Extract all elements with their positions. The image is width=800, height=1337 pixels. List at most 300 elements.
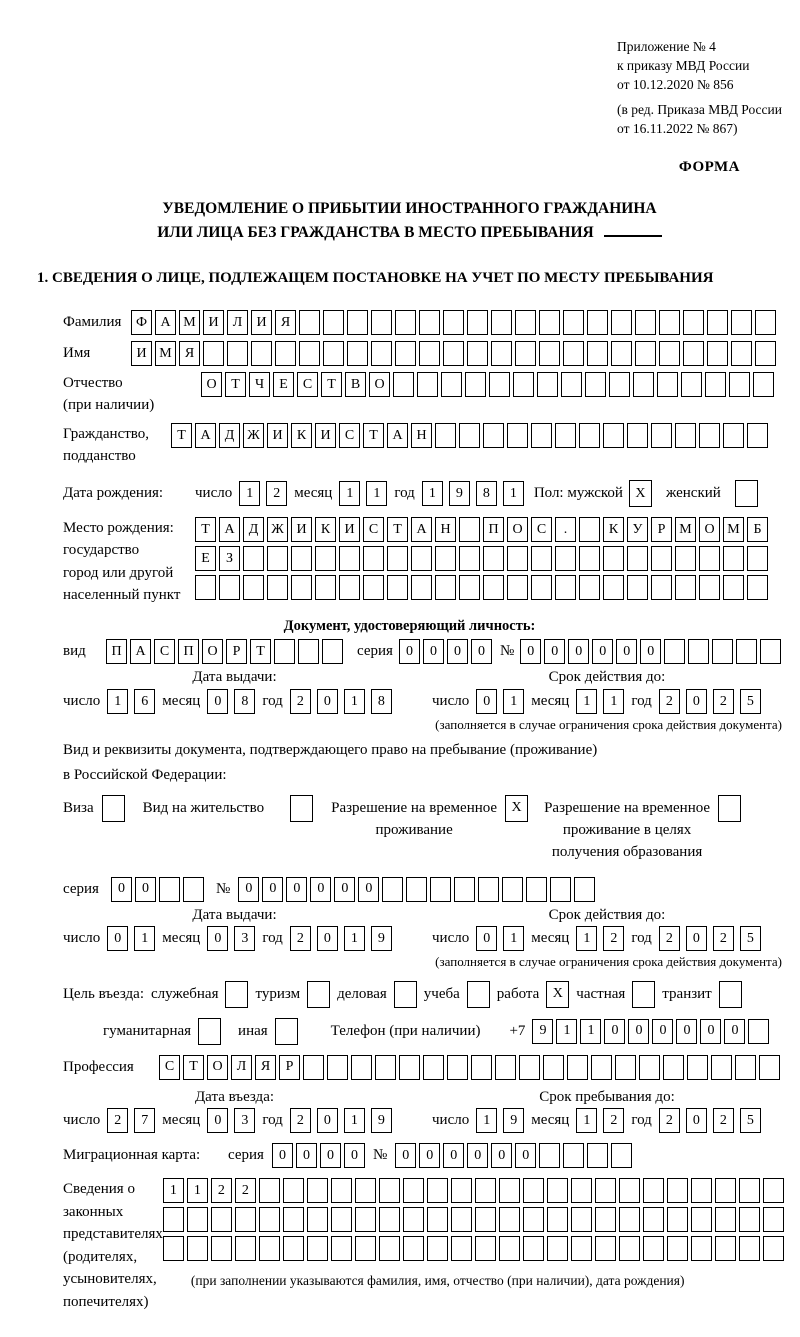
char-cell[interactable]: 1 xyxy=(476,1108,497,1133)
char-cell[interactable] xyxy=(611,1143,632,1168)
char-cell[interactable] xyxy=(587,310,608,335)
char-cell[interactable] xyxy=(539,310,560,335)
char-cell[interactable]: 1 xyxy=(576,926,597,951)
char-cell[interactable] xyxy=(691,1207,712,1232)
char-cell[interactable] xyxy=(519,1055,540,1080)
char-cell[interactable] xyxy=(715,1236,736,1261)
char-cell[interactable] xyxy=(303,1055,324,1080)
char-cell[interactable] xyxy=(243,546,264,571)
char-cell[interactable] xyxy=(523,1178,544,1203)
char-cell[interactable] xyxy=(571,1207,592,1232)
char-cell[interactable] xyxy=(187,1207,208,1232)
char-cell[interactable] xyxy=(675,423,696,448)
char-cell[interactable] xyxy=(675,575,696,600)
char-cell[interactable] xyxy=(731,341,752,366)
char-cell[interactable]: 0 xyxy=(447,639,468,664)
char-cell[interactable] xyxy=(627,423,648,448)
char-cell[interactable] xyxy=(403,1207,424,1232)
char-cell[interactable] xyxy=(459,517,480,542)
char-cell[interactable] xyxy=(347,310,368,335)
char-cell[interactable] xyxy=(663,1055,684,1080)
char-cell[interactable] xyxy=(307,1236,328,1261)
char-cell[interactable]: Я xyxy=(255,1055,276,1080)
char-cell[interactable] xyxy=(475,1207,496,1232)
char-cell[interactable] xyxy=(351,1055,372,1080)
char-cell[interactable] xyxy=(547,1236,568,1261)
char-cell[interactable] xyxy=(259,1236,280,1261)
char-cell[interactable]: 0 xyxy=(207,689,228,714)
char-cell[interactable]: Т xyxy=(321,372,342,397)
char-cell[interactable] xyxy=(489,372,510,397)
char-cell[interactable]: 1 xyxy=(163,1178,184,1203)
char-cell[interactable]: И xyxy=(131,341,152,366)
char-cell[interactable]: 0 xyxy=(317,689,338,714)
char-cell[interactable]: 0 xyxy=(640,639,661,664)
char-cell[interactable] xyxy=(587,341,608,366)
char-cell[interactable] xyxy=(411,546,432,571)
char-cell[interactable] xyxy=(379,1236,400,1261)
char-cell[interactable] xyxy=(595,1207,616,1232)
char-cell[interactable]: С xyxy=(363,517,384,542)
checkbox-cell[interactable]: X xyxy=(505,795,528,822)
char-cell[interactable]: 2 xyxy=(290,1108,311,1133)
char-cell[interactable] xyxy=(555,575,576,600)
char-cell[interactable]: О xyxy=(201,372,222,397)
char-cell[interactable]: И xyxy=(267,423,288,448)
char-cell[interactable]: К xyxy=(603,517,624,542)
char-cell[interactable]: М xyxy=(675,517,696,542)
char-cell[interactable]: Т xyxy=(250,639,271,664)
char-cell[interactable]: М xyxy=(179,310,200,335)
char-cell[interactable] xyxy=(735,1055,756,1080)
char-cell[interactable] xyxy=(539,341,560,366)
char-cell[interactable]: 0 xyxy=(686,1108,707,1133)
char-cell[interactable] xyxy=(227,341,248,366)
char-cell[interactable] xyxy=(315,546,336,571)
char-cell[interactable] xyxy=(430,877,451,902)
char-cell[interactable] xyxy=(483,575,504,600)
char-cell[interactable] xyxy=(467,310,488,335)
char-cell[interactable]: С xyxy=(159,1055,180,1080)
char-cell[interactable] xyxy=(465,372,486,397)
char-cell[interactable] xyxy=(707,341,728,366)
char-cell[interactable]: 0 xyxy=(262,877,283,902)
char-cell[interactable]: 0 xyxy=(491,1143,512,1168)
char-cell[interactable] xyxy=(664,639,685,664)
char-cell[interactable]: Ж xyxy=(243,423,264,448)
char-cell[interactable] xyxy=(307,1178,328,1203)
char-cell[interactable]: Е xyxy=(195,546,216,571)
char-cell[interactable]: А xyxy=(155,310,176,335)
char-cell[interactable]: П xyxy=(178,639,199,664)
char-cell[interactable]: 0 xyxy=(107,926,128,951)
char-cell[interactable] xyxy=(299,341,320,366)
char-cell[interactable] xyxy=(635,341,656,366)
char-cell[interactable] xyxy=(681,372,702,397)
char-cell[interactable]: О xyxy=(202,639,223,664)
char-cell[interactable] xyxy=(419,310,440,335)
char-cell[interactable] xyxy=(399,1055,420,1080)
char-cell[interactable] xyxy=(331,1178,352,1203)
char-cell[interactable] xyxy=(419,341,440,366)
char-cell[interactable] xyxy=(299,310,320,335)
char-cell[interactable] xyxy=(691,1178,712,1203)
char-cell[interactable] xyxy=(459,546,480,571)
char-cell[interactable] xyxy=(211,1236,232,1261)
char-cell[interactable]: Т xyxy=(363,423,384,448)
char-cell[interactable]: 5 xyxy=(740,689,761,714)
char-cell[interactable] xyxy=(327,1055,348,1080)
char-cell[interactable] xyxy=(375,1055,396,1080)
char-cell[interactable] xyxy=(283,1236,304,1261)
char-cell[interactable] xyxy=(747,423,768,448)
char-cell[interactable] xyxy=(331,1236,352,1261)
char-cell[interactable]: П xyxy=(483,517,504,542)
char-cell[interactable] xyxy=(760,639,781,664)
char-cell[interactable]: 2 xyxy=(290,926,311,951)
char-cell[interactable] xyxy=(659,341,680,366)
char-cell[interactable] xyxy=(387,546,408,571)
char-cell[interactable]: 2 xyxy=(235,1178,256,1203)
char-cell[interactable] xyxy=(451,1236,472,1261)
checkbox-cell[interactable] xyxy=(718,795,741,822)
char-cell[interactable] xyxy=(267,546,288,571)
char-cell[interactable] xyxy=(657,372,678,397)
checkbox-cell[interactable] xyxy=(394,981,417,1008)
checkbox-cell[interactable] xyxy=(632,981,655,1008)
char-cell[interactable] xyxy=(403,1236,424,1261)
char-cell[interactable] xyxy=(615,1055,636,1080)
char-cell[interactable]: Я xyxy=(179,341,200,366)
char-cell[interactable] xyxy=(406,877,427,902)
char-cell[interactable] xyxy=(451,1178,472,1203)
char-cell[interactable] xyxy=(435,423,456,448)
char-cell[interactable]: А xyxy=(130,639,151,664)
char-cell[interactable] xyxy=(759,1055,780,1080)
char-cell[interactable]: 0 xyxy=(604,1019,625,1044)
char-cell[interactable] xyxy=(447,1055,468,1080)
checkbox-cell[interactable] xyxy=(198,1018,221,1045)
char-cell[interactable]: 0 xyxy=(724,1019,745,1044)
char-cell[interactable] xyxy=(363,575,384,600)
char-cell[interactable]: . xyxy=(555,517,576,542)
char-cell[interactable] xyxy=(723,546,744,571)
char-cell[interactable] xyxy=(585,372,606,397)
char-cell[interactable]: Т xyxy=(225,372,246,397)
char-cell[interactable] xyxy=(395,310,416,335)
char-cell[interactable] xyxy=(723,423,744,448)
char-cell[interactable] xyxy=(747,546,768,571)
char-cell[interactable]: 0 xyxy=(443,1143,464,1168)
char-cell[interactable] xyxy=(459,423,480,448)
char-cell[interactable] xyxy=(339,546,360,571)
char-cell[interactable] xyxy=(579,575,600,600)
char-cell[interactable] xyxy=(283,1178,304,1203)
char-cell[interactable] xyxy=(574,877,595,902)
char-cell[interactable] xyxy=(739,1178,760,1203)
char-cell[interactable]: 1 xyxy=(503,481,524,506)
char-cell[interactable]: 2 xyxy=(713,926,734,951)
char-cell[interactable]: Ф xyxy=(131,310,152,335)
char-cell[interactable] xyxy=(411,575,432,600)
char-cell[interactable] xyxy=(163,1236,184,1261)
char-cell[interactable] xyxy=(748,1019,769,1044)
char-cell[interactable] xyxy=(699,575,720,600)
char-cell[interactable] xyxy=(579,517,600,542)
char-cell[interactable] xyxy=(382,877,403,902)
char-cell[interactable] xyxy=(633,372,654,397)
char-cell[interactable] xyxy=(739,1236,760,1261)
char-cell[interactable] xyxy=(715,1178,736,1203)
char-cell[interactable]: 1 xyxy=(366,481,387,506)
char-cell[interactable]: 8 xyxy=(234,689,255,714)
char-cell[interactable] xyxy=(395,341,416,366)
char-cell[interactable] xyxy=(478,877,499,902)
char-cell[interactable]: 0 xyxy=(207,1108,228,1133)
char-cell[interactable] xyxy=(537,372,558,397)
char-cell[interactable] xyxy=(499,1236,520,1261)
char-cell[interactable]: К xyxy=(291,423,312,448)
char-cell[interactable]: О xyxy=(207,1055,228,1080)
char-cell[interactable]: 1 xyxy=(187,1178,208,1203)
char-cell[interactable] xyxy=(187,1236,208,1261)
char-cell[interactable] xyxy=(163,1207,184,1232)
char-cell[interactable]: 0 xyxy=(616,639,637,664)
char-cell[interactable] xyxy=(499,1178,520,1203)
char-cell[interactable]: И xyxy=(291,517,312,542)
char-cell[interactable] xyxy=(595,1178,616,1203)
char-cell[interactable] xyxy=(275,341,296,366)
char-cell[interactable] xyxy=(379,1207,400,1232)
char-cell[interactable] xyxy=(731,310,752,335)
char-cell[interactable]: О xyxy=(369,372,390,397)
char-cell[interactable] xyxy=(355,1207,376,1232)
char-cell[interactable]: Л xyxy=(227,310,248,335)
char-cell[interactable]: 2 xyxy=(290,689,311,714)
checkbox-cell[interactable] xyxy=(225,981,248,1008)
char-cell[interactable] xyxy=(619,1236,640,1261)
char-cell[interactable]: И xyxy=(203,310,224,335)
char-cell[interactable] xyxy=(591,1055,612,1080)
char-cell[interactable]: 2 xyxy=(603,926,624,951)
char-cell[interactable] xyxy=(203,341,224,366)
char-cell[interactable] xyxy=(403,1178,424,1203)
char-cell[interactable]: У xyxy=(627,517,648,542)
char-cell[interactable]: Д xyxy=(243,517,264,542)
char-cell[interactable]: Р xyxy=(279,1055,300,1080)
char-cell[interactable]: 0 xyxy=(515,1143,536,1168)
char-cell[interactable] xyxy=(531,546,552,571)
char-cell[interactable] xyxy=(651,423,672,448)
char-cell[interactable]: С xyxy=(297,372,318,397)
char-cell[interactable] xyxy=(547,1207,568,1232)
char-cell[interactable]: 0 xyxy=(686,926,707,951)
char-cell[interactable] xyxy=(423,1055,444,1080)
char-cell[interactable] xyxy=(259,1207,280,1232)
char-cell[interactable] xyxy=(195,575,216,600)
char-cell[interactable] xyxy=(555,423,576,448)
char-cell[interactable]: 0 xyxy=(207,926,228,951)
char-cell[interactable]: 0 xyxy=(652,1019,673,1044)
char-cell[interactable] xyxy=(259,1178,280,1203)
char-cell[interactable] xyxy=(427,1236,448,1261)
checkbox-cell[interactable] xyxy=(467,981,490,1008)
char-cell[interactable] xyxy=(243,575,264,600)
char-cell[interactable] xyxy=(507,423,528,448)
char-cell[interactable] xyxy=(467,341,488,366)
char-cell[interactable]: 0 xyxy=(700,1019,721,1044)
char-cell[interactable]: 1 xyxy=(580,1019,601,1044)
checkbox-cell[interactable] xyxy=(719,981,742,1008)
char-cell[interactable] xyxy=(211,1207,232,1232)
char-cell[interactable] xyxy=(691,1236,712,1261)
checkbox-cell[interactable] xyxy=(735,480,758,507)
char-cell[interactable] xyxy=(499,1207,520,1232)
char-cell[interactable] xyxy=(491,341,512,366)
char-cell[interactable] xyxy=(643,1178,664,1203)
char-cell[interactable] xyxy=(571,1178,592,1203)
char-cell[interactable] xyxy=(454,877,475,902)
char-cell[interactable] xyxy=(739,1207,760,1232)
char-cell[interactable]: 2 xyxy=(211,1178,232,1203)
char-cell[interactable] xyxy=(567,1055,588,1080)
char-cell[interactable] xyxy=(523,1236,544,1261)
char-cell[interactable]: О xyxy=(507,517,528,542)
char-cell[interactable]: К xyxy=(315,517,336,542)
char-cell[interactable] xyxy=(707,310,728,335)
char-cell[interactable] xyxy=(451,1207,472,1232)
char-cell[interactable] xyxy=(443,310,464,335)
char-cell[interactable]: 0 xyxy=(317,926,338,951)
char-cell[interactable] xyxy=(603,423,624,448)
char-cell[interactable] xyxy=(729,372,750,397)
char-cell[interactable] xyxy=(355,1236,376,1261)
char-cell[interactable]: 5 xyxy=(740,1108,761,1133)
char-cell[interactable] xyxy=(495,1055,516,1080)
char-cell[interactable]: 0 xyxy=(568,639,589,664)
char-cell[interactable] xyxy=(603,575,624,600)
char-cell[interactable] xyxy=(723,575,744,600)
char-cell[interactable] xyxy=(763,1178,784,1203)
char-cell[interactable]: 0 xyxy=(628,1019,649,1044)
char-cell[interactable]: И xyxy=(315,423,336,448)
char-cell[interactable] xyxy=(515,341,536,366)
char-cell[interactable]: 6 xyxy=(134,689,155,714)
char-cell[interactable] xyxy=(371,341,392,366)
char-cell[interactable] xyxy=(755,341,776,366)
char-cell[interactable] xyxy=(235,1207,256,1232)
char-cell[interactable]: 3 xyxy=(234,1108,255,1133)
char-cell[interactable] xyxy=(699,546,720,571)
char-cell[interactable] xyxy=(371,310,392,335)
char-cell[interactable]: 5 xyxy=(740,926,761,951)
char-cell[interactable]: С xyxy=(154,639,175,664)
char-cell[interactable] xyxy=(688,639,709,664)
char-cell[interactable]: 1 xyxy=(576,1108,597,1133)
char-cell[interactable] xyxy=(355,1178,376,1203)
char-cell[interactable]: Н xyxy=(411,423,432,448)
char-cell[interactable] xyxy=(483,546,504,571)
char-cell[interactable] xyxy=(471,1055,492,1080)
char-cell[interactable]: Б xyxy=(747,517,768,542)
char-cell[interactable] xyxy=(711,1055,732,1080)
char-cell[interactable]: Р xyxy=(651,517,672,542)
char-cell[interactable]: 0 xyxy=(471,639,492,664)
char-cell[interactable] xyxy=(274,639,295,664)
char-cell[interactable] xyxy=(579,423,600,448)
char-cell[interactable]: 0 xyxy=(272,1143,293,1168)
char-cell[interactable] xyxy=(315,575,336,600)
char-cell[interactable]: И xyxy=(339,517,360,542)
char-cell[interactable] xyxy=(379,1178,400,1203)
char-cell[interactable] xyxy=(475,1178,496,1203)
char-cell[interactable] xyxy=(561,372,582,397)
char-cell[interactable] xyxy=(587,1143,608,1168)
char-cell[interactable] xyxy=(515,310,536,335)
char-cell[interactable]: 1 xyxy=(422,481,443,506)
char-cell[interactable]: 0 xyxy=(395,1143,416,1168)
char-cell[interactable] xyxy=(550,877,571,902)
char-cell[interactable] xyxy=(627,575,648,600)
char-cell[interactable] xyxy=(611,310,632,335)
char-cell[interactable]: 0 xyxy=(399,639,420,664)
char-cell[interactable]: 0 xyxy=(286,877,307,902)
char-cell[interactable]: Т xyxy=(171,423,192,448)
char-cell[interactable] xyxy=(667,1207,688,1232)
char-cell[interactable] xyxy=(595,1236,616,1261)
char-cell[interactable] xyxy=(539,1143,560,1168)
checkbox-cell[interactable] xyxy=(290,795,313,822)
char-cell[interactable] xyxy=(323,341,344,366)
char-cell[interactable]: А xyxy=(219,517,240,542)
char-cell[interactable]: 8 xyxy=(476,481,497,506)
char-cell[interactable]: 1 xyxy=(239,481,260,506)
char-cell[interactable]: 2 xyxy=(659,926,680,951)
char-cell[interactable] xyxy=(699,423,720,448)
char-cell[interactable] xyxy=(427,1178,448,1203)
char-cell[interactable] xyxy=(513,372,534,397)
char-cell[interactable] xyxy=(603,546,624,571)
char-cell[interactable]: 0 xyxy=(317,1108,338,1133)
char-cell[interactable] xyxy=(755,310,776,335)
char-cell[interactable] xyxy=(543,1055,564,1080)
char-cell[interactable] xyxy=(715,1207,736,1232)
char-cell[interactable]: 9 xyxy=(532,1019,553,1044)
char-cell[interactable] xyxy=(291,546,312,571)
char-cell[interactable] xyxy=(563,341,584,366)
char-cell[interactable] xyxy=(619,1178,640,1203)
char-cell[interactable] xyxy=(547,1178,568,1203)
char-cell[interactable] xyxy=(435,546,456,571)
char-cell[interactable] xyxy=(611,341,632,366)
char-cell[interactable]: 1 xyxy=(344,689,365,714)
char-cell[interactable]: М xyxy=(723,517,744,542)
char-cell[interactable]: Я xyxy=(275,310,296,335)
char-cell[interactable] xyxy=(291,575,312,600)
char-cell[interactable] xyxy=(643,1207,664,1232)
char-cell[interactable]: 2 xyxy=(659,689,680,714)
char-cell[interactable]: 1 xyxy=(344,1108,365,1133)
char-cell[interactable]: 2 xyxy=(266,481,287,506)
char-cell[interactable] xyxy=(651,575,672,600)
char-cell[interactable] xyxy=(667,1236,688,1261)
char-cell[interactable] xyxy=(435,575,456,600)
char-cell[interactable] xyxy=(747,575,768,600)
char-cell[interactable] xyxy=(531,575,552,600)
char-cell[interactable] xyxy=(159,877,180,902)
char-cell[interactable]: 0 xyxy=(419,1143,440,1168)
char-cell[interactable]: А xyxy=(195,423,216,448)
